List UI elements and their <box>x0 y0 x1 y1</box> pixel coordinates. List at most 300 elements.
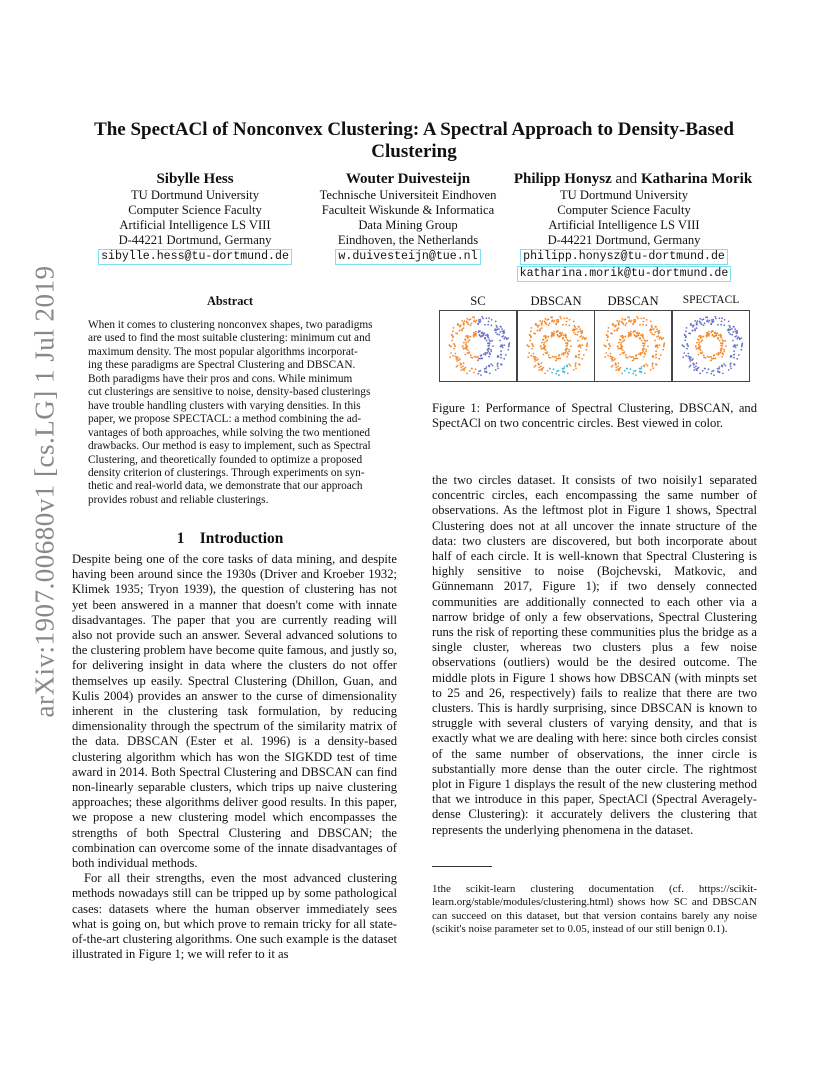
scatter-point <box>542 320 544 322</box>
scatter-point <box>699 318 701 320</box>
figure-panel-label: DBSCAN <box>607 294 659 308</box>
scatter-point <box>649 330 651 332</box>
scatter-point <box>708 331 710 333</box>
author-email-link[interactable]: w.duivesteijn@tue.nl <box>335 249 480 265</box>
scatter-point <box>485 334 487 336</box>
scatter-point <box>608 327 610 329</box>
scatter-point <box>459 330 461 332</box>
abstract-line: Clustering, and theoretically founded to optimize a proposed <box>88 453 363 466</box>
scatter-point <box>621 318 623 320</box>
author-conjunction: and <box>615 171 638 187</box>
scatter-point <box>456 366 458 368</box>
scatter-point <box>555 360 557 362</box>
author-name: Wouter Duivesteijn <box>345 171 471 187</box>
affiliation-line: D-44221 Dortmund, Germany <box>547 233 701 247</box>
scatter-point <box>706 372 708 374</box>
scatter-point <box>729 326 731 328</box>
scatter-point <box>528 346 530 348</box>
scatter-point <box>641 366 643 368</box>
scatter-point <box>501 364 503 366</box>
scatter-point <box>503 331 505 333</box>
scatter-point <box>535 357 537 359</box>
scatter-point <box>460 367 462 369</box>
scatter-point <box>575 367 577 369</box>
scatter-point <box>488 337 490 339</box>
scatter-point <box>733 357 735 359</box>
scatter-point <box>632 356 634 358</box>
abstract-line: have trouble handling clusters with varying densities. In this <box>88 399 361 412</box>
scatter-plot <box>595 311 671 381</box>
scatter-point <box>706 332 708 334</box>
scatter-point <box>483 353 485 355</box>
scatter-point <box>720 334 722 336</box>
scatter-point <box>698 342 700 344</box>
scatter-point <box>721 348 723 350</box>
scatter-point <box>624 370 626 372</box>
scatter-point <box>497 365 499 367</box>
figure-panel-spectacl <box>672 310 750 382</box>
scatter-point <box>707 356 709 358</box>
figure-panel-label: SPECTACL <box>682 294 740 306</box>
scatter-point <box>536 325 538 327</box>
scatter-point <box>488 365 490 367</box>
abstract-line: When it comes to clustering nonconvex shapes, two paradigms <box>88 319 373 331</box>
scatter-point <box>568 340 570 342</box>
scatter-point <box>564 317 566 319</box>
scatter-point <box>663 342 665 344</box>
scatter-point <box>586 342 588 344</box>
scatter-point <box>575 356 577 358</box>
scatter-point <box>461 320 463 322</box>
scatter-point <box>636 357 638 359</box>
arxiv-stamp: arXiv:1907.00680v1 [cs.LG] 1 Jul 2019 <box>29 265 60 718</box>
scatter-point <box>734 364 736 366</box>
scatter-point <box>689 333 691 335</box>
scatter-point <box>499 340 501 342</box>
scatter-point <box>618 369 620 371</box>
scatter-point <box>543 367 545 369</box>
scatter-point <box>567 343 569 345</box>
scatter-point <box>736 331 738 333</box>
scatter-point <box>473 332 475 334</box>
scatter-point <box>487 324 489 326</box>
scatter-point <box>505 354 507 356</box>
scatter-point <box>551 332 553 334</box>
intro-paragraph-3: the two circles dataset. It consists of two noisily1 separated concentric circles, each encompassing the same number of observations. As the leftmost plot in Figure 1 shows, Spectral Clustering does not at all uncover the innate structure of the data: two clusters are discovered, but both incorporate about half of each circle. It is well-known that Spectral Clustering is highly sensitive to noise (Bojchevski, Matkovic, and Günnemann 2017, Figure 1); if two densely connected communities are additionally connected to each other via a narrow bridge of only a few observations, Spectral Clustering runs the risk of reporting these communities plus the bridge as a single cluster, whereas two clusters plus a few noise observations (outliers) would be the desired outcome. The middle plots in Figure 1 shows how DBSCAN (with minpts set to 25 and 26, respectively) fails to realize that there are two clusters. This is hardly surprising, since DBSCAN is known to struggle with several clusters of varying density, and that is exactly what we are dealing with here: since both circles consist of the same number of observations, the inner circle is substantially more dense than the outer circle. The rightmost plot in Figure 1 displays the result of the new clustering method that we introduce in this paper, SpectACl (Spectral Averagely-dense Clustering): it accurately delivers the clustering that represents the underlying phenomena in the dataset. <box>432 473 757 837</box>
scatter-point <box>497 362 499 364</box>
scatter-point <box>565 334 567 336</box>
scatter-point <box>620 347 622 349</box>
scatter-point <box>567 354 569 356</box>
scatter-point <box>658 338 660 340</box>
scatter-point <box>654 340 656 342</box>
scatter-point <box>658 332 660 334</box>
scatter-point <box>662 349 664 351</box>
scatter-point <box>702 336 704 338</box>
scatter-point <box>463 342 465 344</box>
scatter-point <box>558 355 560 357</box>
scatter-point <box>700 341 702 343</box>
scatter-point <box>495 369 497 371</box>
scatter-point <box>530 355 532 357</box>
scatter-point <box>562 371 564 373</box>
scatter-point <box>644 354 646 356</box>
scatter-point <box>703 354 705 356</box>
scatter-point <box>740 349 742 351</box>
author-block-2 <box>310 170 506 265</box>
scatter-point <box>628 316 630 318</box>
scatter-point <box>491 319 493 321</box>
scatter-point <box>658 344 660 346</box>
scatter-point <box>478 358 480 360</box>
scatter-point <box>737 336 739 338</box>
author-name: Philipp Honysz <box>513 171 612 187</box>
scatter-point <box>652 356 654 358</box>
scatter-point <box>708 333 710 335</box>
scatter-point <box>534 366 536 368</box>
scatter-point <box>717 337 719 339</box>
scatter-point <box>543 342 545 344</box>
scatter-point <box>582 336 584 338</box>
scatter-point <box>722 343 724 345</box>
scatter-point <box>496 326 498 328</box>
scatter-point <box>729 328 731 330</box>
scatter-point <box>534 360 536 362</box>
scatter-point <box>475 321 477 323</box>
scatter-point <box>461 330 463 332</box>
scatter-point <box>687 344 689 346</box>
scatter-point <box>639 371 641 373</box>
scatter-point <box>568 363 570 365</box>
scatter-point <box>688 358 690 360</box>
scatter-point <box>616 330 618 332</box>
scatter-point <box>626 368 628 370</box>
scatter-point <box>467 349 469 351</box>
scatter-point <box>475 368 477 370</box>
scatter-point <box>652 362 654 364</box>
scatter-point <box>478 370 480 372</box>
intro-column-right <box>432 473 757 838</box>
author-email-link[interactable]: sibylle.hess@tu-dortmund.de <box>98 249 292 265</box>
scatter-point <box>465 339 467 341</box>
scatter-point <box>614 330 616 332</box>
scatter-point <box>719 371 721 373</box>
scatter-point <box>551 336 553 338</box>
scatter-point <box>702 351 704 353</box>
scatter-point <box>628 332 630 334</box>
author-email-link[interactable]: katharina.morik@tu-dortmund.de <box>517 266 732 282</box>
scatter-point <box>645 349 647 351</box>
scatter-point <box>723 340 725 342</box>
scatter-point <box>556 358 558 360</box>
scatter-point <box>698 347 700 349</box>
scatter-point <box>456 333 458 335</box>
scatter-point <box>651 333 653 335</box>
scatter-point <box>497 356 499 358</box>
scatter-point <box>700 337 702 339</box>
scatter-point <box>652 365 654 367</box>
scatter-point <box>698 354 700 356</box>
scatter-point <box>575 362 577 364</box>
scatter-point <box>553 331 555 333</box>
scatter-point <box>565 349 567 351</box>
scatter-point <box>484 368 486 370</box>
scatter-point <box>703 357 705 359</box>
scatter-point <box>710 323 712 325</box>
scatter-point <box>723 324 725 326</box>
scatter-point <box>544 345 546 347</box>
scatter-point <box>655 350 657 352</box>
scatter-point <box>663 346 665 348</box>
scatter-point <box>721 317 723 319</box>
scatter-point <box>732 331 734 333</box>
scatter-point <box>646 340 648 342</box>
scatter-point <box>581 344 583 346</box>
scatter-point <box>555 356 557 358</box>
scatter-point <box>467 352 469 354</box>
scatter-point <box>581 338 583 340</box>
scatter-point <box>684 334 686 336</box>
scatter-point <box>696 369 698 371</box>
scatter-point <box>495 321 497 323</box>
scatter-point <box>570 345 572 347</box>
intro-paragraph-1: Despite being one of the core tasks of data mining, and despite having been around since the 1930s (Driver and Kroeber 1932; Klimek 1935; Tryon 1939), the question of clustering has not yet been answered in a manner that doesn't come with innate disadvantages. The paper that you are currently reading will also not provide such an answer. Several advanced solutions to the clustering problem have become quite famous, and justly so, for delivering insight in data where the clusters do not offer themselves up easily. Spectral Clustering (Dhillon, Guan, and Kulis 2004) provides an answer to the curse of dimensionality inherent in the clustering task formulation, by reducing dimensionality through the spectrum of the similarity matrix of the data. DBSCAN (Ester et al. 1996) is a density-based clustering algorithm which has won the SIGKDD test of time award in 2014. Both Spectral Clustering and DBSCAN can find non-linearly separable clusters, which trips up naive clustering approaches; these algorithms deliver good results. In this paper, we propose a new clustering model which encompasses the strengths of both Spectral Clustering and DBSCAN; the combination can overcome some of the innate disadvantages of both individual methods. <box>72 552 397 871</box>
scatter-point <box>500 357 502 359</box>
scatter-point <box>622 336 624 338</box>
scatter-point <box>696 342 698 344</box>
scatter-point <box>475 331 477 333</box>
scatter-point <box>532 353 534 355</box>
scatter-point <box>683 346 685 348</box>
scatter-point <box>736 332 738 334</box>
scatter-point <box>503 338 505 340</box>
scatter-point <box>475 356 477 358</box>
affiliation-line: Artificial Intelligence LS VIII <box>119 218 271 232</box>
affiliation-line: Data Mining Group <box>358 218 458 232</box>
scatter-point <box>473 320 475 322</box>
scatter-point <box>639 368 641 370</box>
scatter-point <box>716 353 718 355</box>
scatter-point <box>557 335 559 337</box>
scatter-point <box>450 346 452 348</box>
scatter-point <box>488 356 490 358</box>
scatter-point <box>696 327 698 329</box>
scatter-point <box>464 320 466 322</box>
scatter-point <box>733 326 735 328</box>
scatter-point <box>645 340 647 342</box>
scatter-point <box>562 337 564 339</box>
scatter-point <box>579 328 581 330</box>
scatter-point <box>474 356 476 358</box>
scatter-point <box>484 337 486 339</box>
scatter-point <box>723 363 725 365</box>
scatter-point <box>644 373 646 375</box>
scatter-point <box>643 365 645 367</box>
scatter-point <box>628 320 630 322</box>
scatter-point <box>469 351 471 353</box>
scatter-point <box>489 354 491 356</box>
scatter-point <box>608 348 610 350</box>
scatter-point <box>660 354 662 356</box>
scatter-point <box>703 324 705 326</box>
scatter-point <box>565 345 567 347</box>
scatter-point <box>573 369 575 371</box>
scatter-point <box>696 362 698 364</box>
scatter-point <box>606 340 608 342</box>
scatter-point <box>725 345 727 347</box>
scatter-point <box>503 344 505 346</box>
scatter-point <box>694 320 696 322</box>
scatter-point <box>633 370 635 372</box>
scatter-point <box>615 369 617 371</box>
scatter-point <box>564 371 566 373</box>
scatter-point <box>470 318 472 320</box>
scatter-point <box>548 324 550 326</box>
scatter-point <box>609 344 611 346</box>
scatter-point <box>492 365 494 367</box>
scatter-point <box>655 354 657 356</box>
scatter-point <box>617 365 619 367</box>
figure-panel-dbscan-1 <box>517 310 595 382</box>
scatter-point <box>731 334 733 336</box>
scatter-point <box>630 331 632 333</box>
scatter-point <box>645 324 647 326</box>
scatter-point <box>711 358 713 360</box>
scatter-point <box>620 354 622 356</box>
scatter-point <box>566 317 568 319</box>
scatter-point <box>620 339 622 341</box>
author-email-link[interactable]: philipp.honysz@tu-dortmund.de <box>520 249 728 265</box>
scatter-point <box>538 367 540 369</box>
scatter-point <box>547 336 549 338</box>
scatter-point <box>562 368 564 370</box>
scatter-point <box>466 373 468 375</box>
scatter-point <box>727 330 729 332</box>
scatter-point <box>721 321 723 323</box>
scatter-point <box>477 360 479 362</box>
scatter-point <box>583 354 585 356</box>
scatter-point <box>639 324 641 326</box>
scatter-point <box>553 368 555 370</box>
scatter-point <box>624 351 626 353</box>
scatter-point <box>544 373 546 375</box>
scatter-point <box>736 338 738 340</box>
scatter-point <box>715 318 717 320</box>
abstract-line: vantages of both approaches, while solving the two mentioned <box>88 426 371 439</box>
scatter-point <box>566 321 568 323</box>
scatter-point <box>621 373 623 375</box>
scatter-point <box>697 320 699 322</box>
scatter-point <box>695 346 697 348</box>
scatter-point <box>719 340 721 342</box>
scatter-point <box>642 349 644 351</box>
scatter-point <box>453 327 455 329</box>
scatter-point <box>609 353 611 355</box>
scatter-point <box>728 332 730 334</box>
scatter-point <box>508 342 510 344</box>
scatter-point <box>620 342 622 344</box>
scatter-point <box>484 371 486 373</box>
scatter-point <box>611 360 613 362</box>
affiliation-line: Technische Universiteit Eindhoven <box>319 188 497 202</box>
scatter-point <box>629 356 631 358</box>
scatter-point <box>531 348 533 350</box>
scatter-point <box>722 373 724 375</box>
affiliation-line: Eindhoven, the Netherlands <box>337 233 479 247</box>
scatter-point <box>683 352 685 354</box>
scatter-point <box>633 321 635 323</box>
scatter-point <box>717 368 719 370</box>
scatter-point <box>734 336 736 338</box>
scatter-point <box>487 352 489 354</box>
scatter-point <box>699 345 701 347</box>
section-heading-introduction: 1 Introduction <box>176 530 284 547</box>
scatter-point <box>695 365 697 367</box>
scatter-point <box>643 337 645 339</box>
intro-paragraph-2: For all their strengths, even the most advanced clustering methods nowadays still can be tripped up by some pathological cases: datasets where the human observer immediately sees what is going on, but which prove to remain tricky for all state-of-the-art clustering algorithms. One such example is the dataset illustrated in Figure 1; we will refer to it as <box>72 871 397 962</box>
scatter-point <box>625 357 627 359</box>
scatter-point <box>544 318 546 320</box>
scatter-point <box>498 328 500 330</box>
scatter-point <box>700 322 702 324</box>
scatter-point <box>732 340 734 342</box>
scatter-point <box>724 340 726 342</box>
scatter-point <box>458 325 460 327</box>
scatter-point <box>658 358 660 360</box>
scatter-point <box>630 321 632 323</box>
scatter-point <box>482 318 484 320</box>
scatter-point <box>499 331 501 333</box>
scatter-point <box>568 349 570 351</box>
scatter-point <box>453 348 455 350</box>
scatter-point <box>455 358 457 360</box>
scatter-point <box>720 324 722 326</box>
scatter-point <box>555 323 557 325</box>
scatter-point <box>539 330 541 332</box>
scatter-point <box>729 333 731 335</box>
scatter-point <box>543 347 545 349</box>
scatter-point <box>553 333 555 335</box>
scatter-point <box>482 333 484 335</box>
scatter-point <box>655 357 657 359</box>
scatter-point <box>696 348 698 350</box>
scatter-point <box>625 318 627 320</box>
scatter-point <box>641 371 643 373</box>
scatter-point <box>480 374 482 376</box>
scatter-point <box>728 369 730 371</box>
scatter-point <box>721 337 723 339</box>
scatter-point <box>698 367 700 369</box>
affiliation-line: Computer Science Faculty <box>557 203 691 217</box>
scatter-point <box>690 357 692 359</box>
abstract-line: are used to find the most suitable clustering: minimum cut and <box>88 332 371 345</box>
paper-title: The SpectACl of Nonconvex Clustering: A Spectral Approach to Density-Based Clustering <box>94 119 734 162</box>
scatter-point <box>570 365 572 367</box>
scatter-point <box>463 348 465 350</box>
scatter-point <box>604 356 606 358</box>
scatter-point <box>486 366 488 368</box>
scatter-point <box>704 322 706 324</box>
scatter-point <box>647 365 649 367</box>
scatter-point <box>615 367 617 369</box>
affiliation-line: TU Dortmund University <box>559 188 689 202</box>
scatter-point <box>723 351 725 353</box>
scatter-point <box>540 346 542 348</box>
scatter-point <box>586 346 588 348</box>
scatter-point <box>561 353 563 355</box>
affiliation-line: Computer Science Faculty <box>128 203 262 217</box>
scatter-point <box>497 367 499 369</box>
